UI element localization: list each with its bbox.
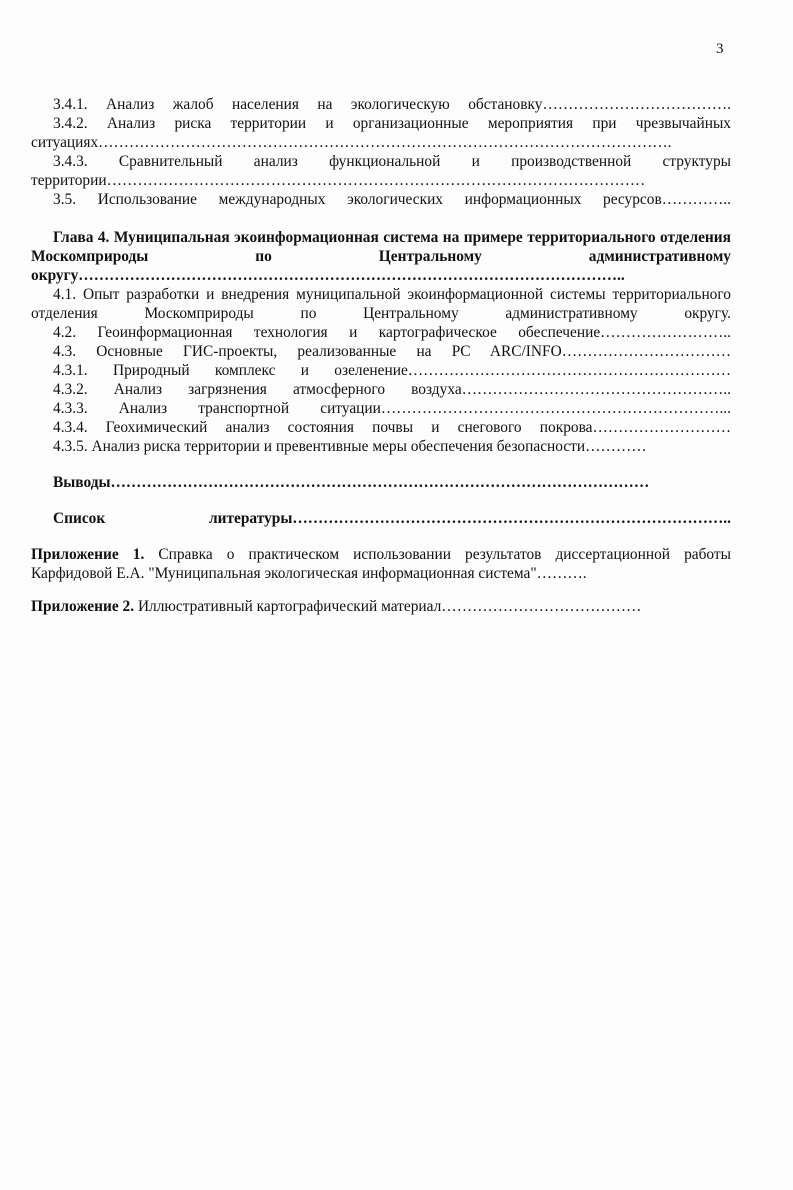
toc-entry-4-3: 4.3. Основные ГИС-проекты, реализованные на PC ARC/INFO…………………………… xyxy=(53,343,731,360)
appendix-1-text: Справка о практическом использовании результатов диссертационной работы Карфидовой Е.А. "Муниципальная экологическая информационная система"………. xyxy=(31,546,731,582)
toc-chapter-4: Глава 4. Муниципальная экоинформационная система на примере территориального отделения Москомприроды по Центральному административному округу…………………………………………………………………………………………….. xyxy=(31,229,731,284)
toc-entry-3-4-3: 3.4.3. Сравнительный анализ функциональной и производственной структуры территории…………………………………………………………………………………………… xyxy=(31,153,731,189)
page-number: 3 xyxy=(716,41,724,57)
toc-entry-4-3-5: 4.3.5. Анализ риска территории и превентивные меры обеспечения безопасности………… xyxy=(53,438,647,455)
toc-appendix-1 xyxy=(31,545,731,583)
appendix-1-label: Приложение 1. xyxy=(31,546,145,563)
toc-entry-4-3-4: 4.3.4. Геохимический анализ состояния почвы и снегового покрова……………………… xyxy=(53,419,731,436)
toc-conclusions: Выводы…………………………………………………………………………………………… xyxy=(53,474,650,491)
toc-entry-4-1: 4.1. Опыт разработки и внедрения муниципальной экоинформационной системы территориального отделения Москомприроды по Центральному административному округу. xyxy=(31,286,731,322)
toc-appendix-2 xyxy=(31,597,731,616)
appendix-2-text: Иллюстративный картографический материал………………………………… xyxy=(134,598,642,615)
toc-entry-4-2: 4.2. Геоинформационная технология и картографическое обеспечение…………………….. xyxy=(53,324,731,341)
toc-references: Список литературы………………………………………………………………………….. xyxy=(53,510,731,527)
toc-entry-4-3-2: 4.3.2. Анализ загрязнения атмосферного воздуха…………………………………………….. xyxy=(53,381,731,398)
table-of-contents xyxy=(31,95,731,616)
toc-entry-3-5: 3.5. Использование международных экологических информационных ресурсов………….. xyxy=(53,191,731,208)
toc-entry-4-3-1: 4.3.1. Природный комплекс и озеленение……………………………………………………… xyxy=(53,362,731,379)
appendix-2-label: Приложение 2. xyxy=(31,598,135,615)
toc-entry-4-3-3: 4.3.3. Анализ транспортной ситуации…………………………………………………………... xyxy=(53,400,731,417)
toc-entry-3-4-1: 3.4.1. Анализ жалоб населения на экологическую обстановку………………………………. xyxy=(53,96,731,113)
toc-entry-3-4-2: 3.4.2. Анализ риска территории и организационные мероприятия при чрезвычайных ситуациях…………………………………………………………………………………………………. xyxy=(31,115,731,151)
